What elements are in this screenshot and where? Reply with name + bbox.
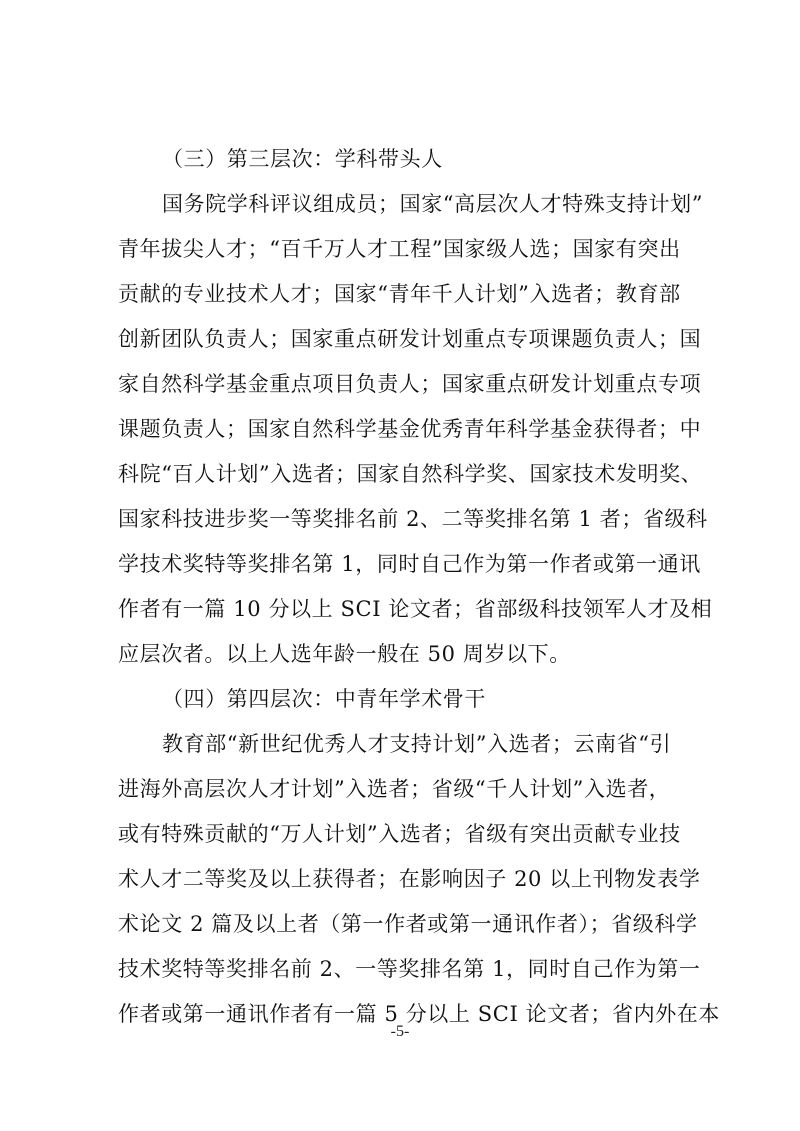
- paragraph-line: 青年拔尖人才；“百千万人才工程”国家级人选；国家有突出: [118, 237, 681, 261]
- section-heading-level-3: （三）第三层次：学科带头人: [162, 147, 443, 171]
- paragraph-line: 学技术奖特等奖排名第 1，同时自己作为第一作者或第一通讯: [118, 552, 701, 576]
- paragraph-line: 技术奖特等奖排名前 2、一等奖排名第 1，同时自己作为第一: [118, 957, 701, 981]
- paragraph-line: 国务院学科评议组成员；国家“高层次人才特殊支持计划”: [162, 192, 704, 216]
- paragraph-line: 国家科技进步奖一等奖排名前 2、二等奖排名第 1 者；省级科: [118, 507, 708, 531]
- section-paragraph-level-3: [118, 182, 713, 677]
- section-paragraph-level-4: [118, 722, 721, 1037]
- page-number: -5-: [390, 1023, 410, 1040]
- document-body: [118, 137, 721, 1037]
- section-heading-level-4: （四）第四层次：中青年学术骨干: [162, 687, 486, 711]
- paragraph-line: 术人才二等奖及以上获得者；在影响因子 20 以上刊物发表学: [118, 867, 701, 891]
- paragraph-line: 家自然科学基金重点项目负责人；国家重点研发计划重点专项: [118, 372, 702, 396]
- paragraph-line: 作者有一篇 10 分以上 SCI 论文者；省部级科技领军人才及相: [118, 597, 713, 621]
- paragraph-line: 进海外高层次人才计划”入选者；省级“千人计划”入选者，: [118, 777, 671, 801]
- paragraph-line: 应层次者。以上人选年龄一般在 50 周岁以下。: [118, 642, 571, 666]
- paragraph-line: 创新团队负责人；国家重点研发计划重点专项课题负责人；国: [118, 327, 702, 351]
- paragraph-line: 或有特殊贡献的“万人计划”入选者；省级有突出贡献专业技: [118, 822, 681, 846]
- paragraph-line: 贡献的专业技术人才；国家“青年千人计划”入选者；教育部: [118, 282, 681, 306]
- paragraph-line: 科院“百人计划”入选者；国家自然科学奖、国家技术发明奖、: [118, 462, 703, 486]
- paragraph-line: 课题负责人；国家自然科学基金优秀青年科学基金获得者；中: [118, 417, 702, 441]
- paragraph-line: 术论文 2 篇及以上者（第一作者或第一通讯作者）；省级科学: [118, 912, 698, 936]
- paragraph-line: 教育部“新世纪优秀人才支持计划”入选者；云南省“引: [162, 732, 672, 756]
- paragraph-line: 作者或第一通讯作者有一篇 5 分以上 SCI 论文者；省内外在本: [118, 1002, 721, 1026]
